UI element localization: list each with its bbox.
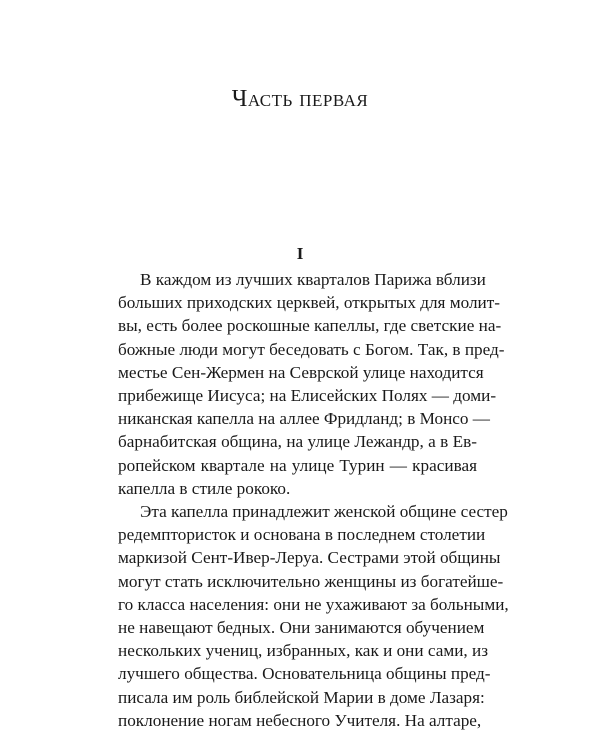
- text-line: редемптористок и основана в последнем столетии: [118, 525, 486, 545]
- text-line: писала им роль библейской Марии в доме Лазаря:: [118, 687, 485, 707]
- chapter-number: I: [296, 244, 304, 263]
- text-line: капелла в стиле рококо.: [118, 478, 291, 498]
- part-title: Часть первая: [231, 86, 369, 112]
- text-line: вы, есть более роскошные капеллы, где светские на-: [118, 316, 502, 336]
- text-line: могут стать исключительно женщины из богатейше-: [118, 571, 504, 591]
- paragraph-2: [118, 500, 509, 732]
- text-line: поклонение ногам небесного Учителя. На алтаре,: [118, 710, 482, 730]
- text-line: местье Сен-Жермен на Севрской улице находится: [118, 362, 484, 382]
- text-line: Эта капелла принадлежит женской общине сестер: [140, 502, 508, 522]
- text-line: нескольких учениц, избранных, как и они сами, из: [118, 641, 488, 661]
- text-line: божные люди могут беседовать с Богом. Так, в пред-: [118, 339, 505, 359]
- text-line: ропейском квартале на улице Турин — красивая: [118, 455, 477, 475]
- text-line: прибежище Иисуса; на Елисейских Полях — доми-: [118, 386, 497, 406]
- text-line: больших приходских церквей, открытых для молит-: [118, 293, 500, 313]
- text-line: маркизой Сент-Ивер-Леруа. Сестрами этой общины: [118, 548, 501, 568]
- text-line: го класса населения: они не ухаживают за больными,: [118, 594, 509, 614]
- text-line: В каждом из лучших кварталов Парижа вблизи: [140, 270, 486, 289]
- text-line: лучшего общества. Основательница общины пред-: [118, 664, 491, 684]
- paragraph-1: [118, 268, 505, 500]
- body-text: [118, 268, 509, 732]
- text-line: никанская капелла на аллее Фридланд; в Монсо —: [118, 409, 490, 429]
- text-line: не навещают бедных. Они занимаются обучением: [118, 618, 485, 638]
- text-line: барнабитская община, на улице Лежандр, а в Ев-: [118, 432, 477, 452]
